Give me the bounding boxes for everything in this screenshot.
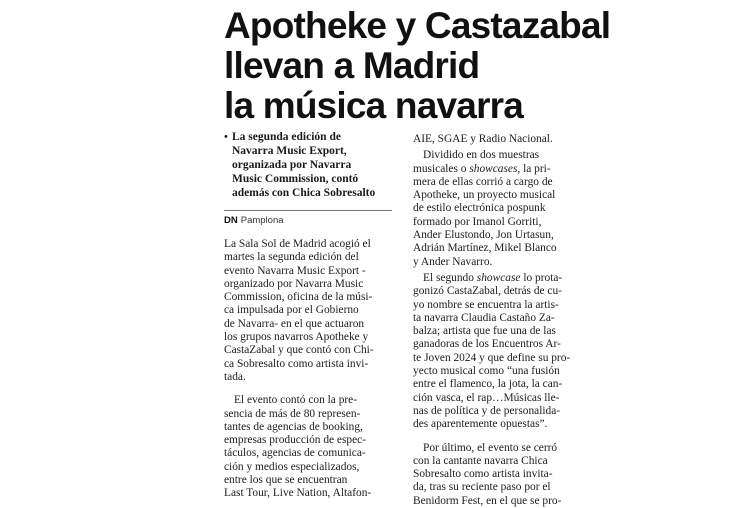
text-line: táculos, agencias de comunica- [224, 447, 366, 460]
body-paragraph [413, 442, 583, 508]
text-line: La Sala Sol de Madrid acogió el [224, 238, 371, 250]
text-line: El segundo showcase lo prota- [423, 271, 563, 284]
text-line: formado por Imanol Gorriti, [413, 215, 542, 228]
standfirst-line: La segunda edición de [232, 131, 341, 143]
text-line: ca Sobresalto como artista invi- [224, 357, 369, 370]
left-column [224, 130, 392, 501]
text-line: entre el flamenco, la jota, la can- [413, 378, 563, 391]
byline-source: DN [224, 215, 238, 226]
text-line: El evento contó con la pre- [234, 394, 358, 407]
text-line: nas de política y de personalida- [413, 404, 561, 417]
standfirst-line: Navarra Music Export, [232, 145, 347, 157]
text-line: Dividido en dos muestras [423, 149, 540, 162]
text-line: te Joven 2024 y que define su pro- [413, 351, 571, 364]
standfirst-line: Music Commission, contó [232, 173, 359, 185]
text-line: Commission, oficina de la músi- [224, 291, 373, 304]
text-line: yo nombre se encuentra la artis- [413, 298, 559, 311]
text-line: los grupos navarros Apotheke y [224, 331, 369, 344]
text-line: Apotheke, un proyecto musical [413, 189, 556, 202]
body-paragraph [224, 238, 392, 384]
text-line: Sobresalto como artista invita- [413, 468, 553, 481]
text-line: Adrián Martínez, Mikel Blanco [413, 242, 557, 255]
standfirst-line: organizada por Navarra [232, 159, 352, 171]
body-paragraph [413, 272, 583, 432]
text-line: balza; artista que fue una de las [413, 325, 556, 338]
headline-line-2: llevan a Madrid [224, 45, 480, 86]
standfirst [224, 130, 392, 200]
headline-line-3: la música navarra [224, 85, 524, 126]
bullet-icon: • [224, 131, 228, 143]
byline [224, 210, 392, 226]
text-line: CastaZabal y que contó con Chi- [224, 344, 374, 357]
byline-place: Pamplona [240, 215, 284, 226]
text-line: musicales o showcases, la pri- [413, 162, 551, 175]
text-line: Benidorm Fest, en el que se pro- [413, 494, 562, 507]
right-column [413, 133, 583, 508]
text-line: tantes de agencias de booking, [224, 420, 363, 433]
text-line: organizado por Navarra Music [224, 277, 364, 290]
text-line: tada. [224, 370, 246, 383]
body-paragraph [224, 394, 392, 500]
headline [224, 6, 644, 126]
standfirst-line: además con Chica Sobresalto [232, 187, 376, 199]
text-line: ganadoras de los Encuentros Ar- [413, 338, 561, 351]
headline-line-1: Apotheke y Castazabal [224, 5, 611, 46]
text-line: empresas producción de espec- [224, 434, 367, 447]
text-line: ción vasca, el rap…Músicas lle- [413, 391, 560, 404]
text-line: sencia de más de 80 represen- [224, 407, 361, 420]
text-line: y Ander Navarro. [413, 255, 493, 268]
body-paragraph [413, 149, 583, 269]
text-line: ta navarra Claudia Castaño Za- [413, 311, 555, 324]
body-paragraph [413, 133, 583, 146]
text-line: Ander Elustondo, Jon Urtasun, [413, 229, 554, 242]
text-line: martes la segunda edición del [224, 251, 359, 264]
text-line: ción y medios especializados, [224, 460, 360, 473]
text-line: entre los que se encuentran [224, 474, 348, 487]
text-line: des aparentemente opuestas”. [413, 418, 548, 431]
text-line: con la cantante navarra Chica [413, 454, 548, 467]
text-line: Por último, el evento se cerró [423, 441, 558, 454]
text-line: evento Navarra Music Export - [224, 264, 366, 277]
text-line: yecto musical como “una fusión [413, 365, 560, 378]
text-line: ca impulsada por el Gobierno [224, 304, 359, 317]
text-line: AIE, SGAE y Radio Nacional. [413, 133, 553, 145]
text-line: Last Tour, Live Nation, Altafon- [224, 487, 372, 500]
text-line: gonizó CastaZabal, detrás de cu- [413, 285, 562, 298]
text-line: de Navarra- en el que actuaron [224, 317, 365, 330]
text-line: da, tras su reciente paso por el [413, 481, 551, 494]
text-line: de estilo electrónica pospunk [413, 202, 546, 215]
text-line: mera de ellas corrió a cargo de [413, 175, 553, 188]
